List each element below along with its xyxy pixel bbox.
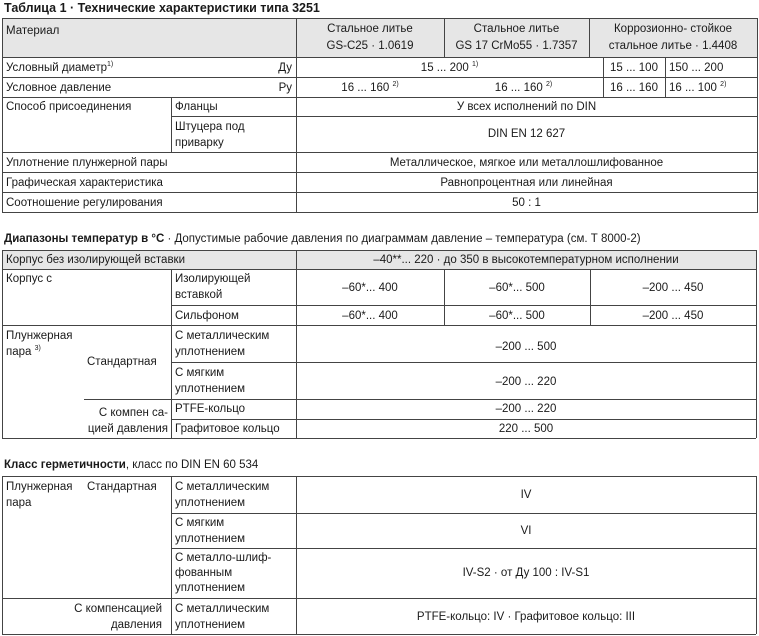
weld-label-line2: приварку <box>175 137 224 149</box>
header-col3-line1: Коррозионно- стойкое <box>613 23 733 35</box>
nominal-pressure-3: 16 ... 160 <box>610 82 658 94</box>
leak-metal-seal-value: IV <box>520 489 532 501</box>
body-no-insulation-label: Корпус без изолирующей вставки <box>6 254 186 266</box>
body-with-label: Корпус с <box>6 273 53 285</box>
body-no-insulation-value: –40**... 220 · до 350 в высокотемпературном исполнении <box>373 254 679 266</box>
insulating-label-line1: Изолирующей <box>175 273 251 285</box>
bellows-value-2: –60*... 500 <box>489 310 545 322</box>
leak-plug-label-line2: пара <box>6 497 32 509</box>
nominal-pressure-2: 16 ... 160 $^{2)}$ <box>494 81 553 94</box>
ptfe-ring-value: –200 ... 220 <box>495 403 557 415</box>
insulating-value-1: –60*... 400 <box>342 282 398 294</box>
characteristic-value: Равнопроцентная или линейная <box>440 177 613 189</box>
header-col1-line2: GS-C25 · 1.0619 <box>326 40 414 52</box>
header-col1-line1: Стальное литье <box>327 23 413 35</box>
header-material: Материал <box>6 25 60 37</box>
nominal-diameter-a: 15 ... 100 <box>610 62 658 74</box>
rangeability-value: 50 : 1 <box>512 197 541 209</box>
header-col3-line2: стальное литье · 1.4408 <box>608 40 738 52</box>
nominal-pressure-4: 16 ... 100 $^{2)}$ <box>669 81 727 94</box>
leakage-section-heading: Класс герметичности, класс по DIN EN 60 534 <box>4 459 259 471</box>
temp-soft-seal-line2: уплотнением <box>175 383 246 395</box>
nominal-pressure-label: Условное давление <box>6 82 112 94</box>
temp-plug-label-line1: Плунжерная <box>6 330 73 342</box>
header-col2-line1: Стальное литье <box>473 23 560 35</box>
nominal-diameter-label: Условный диаметр$^{1)}$ <box>6 61 114 74</box>
graphite-ring-value: 220 ... 500 <box>498 423 554 435</box>
leak-soft-seal-line2: уплотнением <box>175 533 246 545</box>
temp-compensation-line2: цией давления <box>87 423 168 435</box>
insulating-value-3: –200 ... 450 <box>642 282 704 294</box>
leak-metal-seal-line2: уплотнением <box>175 497 246 509</box>
ptfe-ring-label: PTFE-кольцо <box>175 403 246 415</box>
temperature-section-heading: Диапазоны температур в °С · Допустимые рабочие давления по диаграммам давление – температура (см. Т 8000-2) <box>4 233 641 245</box>
nominal-diameter-b: 150 ... 200 <box>669 62 724 74</box>
leak-ground-seal-value: IV-S2 · от Ду 100 : IV-S1 <box>462 567 590 579</box>
nominal-diameter-main: 15 ... 200 $^{1)}$ <box>420 61 479 74</box>
temp-plug-label-line2: пара $^{3)}$ <box>6 345 41 358</box>
leak-compensation-line2: давления <box>110 619 162 631</box>
weld-label-line1: Штуцера под <box>175 121 245 133</box>
plug-seal-label: Уплотнение плунжерной пары <box>6 157 168 169</box>
bellows-label: Сильфоном <box>175 310 239 322</box>
nominal-pressure-symbol: Ру <box>278 82 292 94</box>
leak-ground-seal-line2: фованным <box>175 567 233 579</box>
temp-metal-seal-value: –200 ... 500 <box>495 341 557 353</box>
characteristic-label: Графическая характеристика <box>6 177 163 189</box>
leak-ground-seal-line1: С металло-шлиф- <box>175 552 272 564</box>
temp-metal-seal-line2: уплотнением <box>175 346 246 358</box>
temp-compensation-line1: С компен са- <box>98 407 168 419</box>
temp-soft-seal-line1: С мягким <box>175 367 225 379</box>
leak-comp-metal-seal-line2: уплотнением <box>175 619 246 631</box>
insulating-value-2: –60*... 500 <box>489 282 545 294</box>
temp-metal-seal-line1: С металлическим <box>175 330 270 342</box>
nominal-diameter-symbol: Ду <box>278 62 292 74</box>
leak-soft-seal-line1: С мягким <box>175 517 225 529</box>
bellows-value-3: –200 ... 450 <box>642 310 704 322</box>
leak-ground-seal-line3: уплотнением <box>175 582 246 594</box>
rangeability-label: Соотношение регулирования <box>6 197 163 209</box>
leak-standard-label: Стандартная <box>87 481 157 493</box>
graphite-ring-label: Графитовое кольцо <box>175 423 280 435</box>
leak-soft-seal-value: VI <box>520 525 532 537</box>
leak-compensation-value: PTFE-кольцо: IV · Графитовое кольцо: III <box>416 611 636 623</box>
bellows-value-1: –60*... 400 <box>342 310 398 322</box>
header-col2-line2: GS 17 CrMo55 · 1.7357 <box>455 40 578 52</box>
temp-soft-seal-value: –200 ... 220 <box>495 376 557 388</box>
table-title: Таблица 1 · Технические характеристики типа 3251 <box>4 1 320 15</box>
weld-value: DIN EN 12 627 <box>487 128 566 140</box>
leak-metal-seal-line1: С металлическим <box>175 481 270 493</box>
leak-comp-metal-seal-line1: С металлическим <box>175 603 270 615</box>
leak-plug-label-line1: Плунжерная <box>6 481 73 493</box>
insulating-label-line2: вставкой <box>175 289 223 301</box>
leak-compensation-line1: С компенсацией <box>74 603 162 615</box>
connection-label: Способ присоединения <box>6 101 132 113</box>
flanges-label: Фланцы <box>175 101 218 113</box>
flanges-value: У всех исполнений по DIN <box>456 101 597 113</box>
temp-standard-label: Стандартная <box>87 356 157 368</box>
nominal-pressure-1: 16 ... 160 $^{2)}$ <box>341 81 399 94</box>
plug-seal-value: Металлическое, мягкое или металлошлифованное <box>389 157 664 169</box>
